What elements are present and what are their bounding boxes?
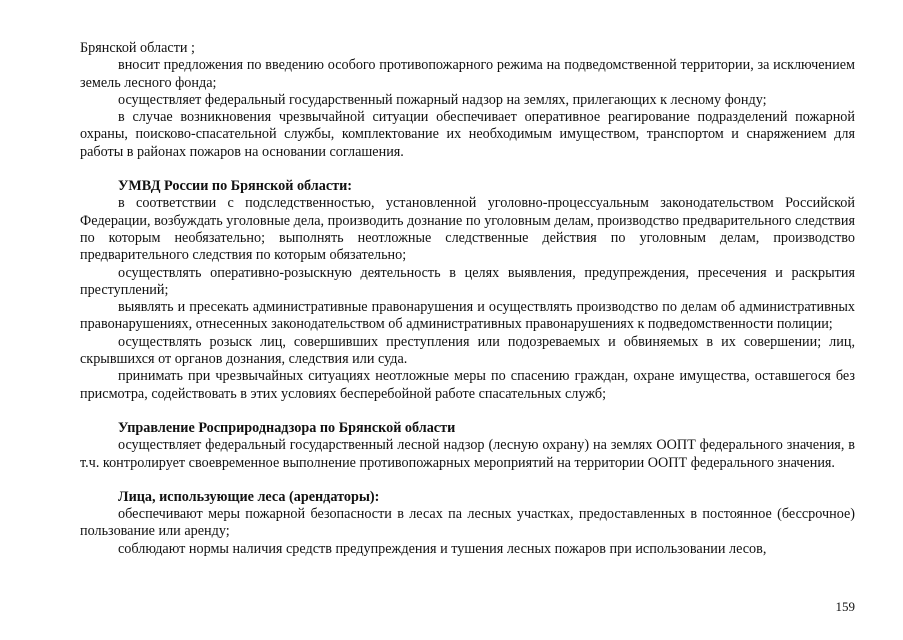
page-number: 159 (835, 599, 855, 614)
paragraph: соблюдают нормы наличия средств предупреждения и тушения лесных пожаров при использовании лесов, (118, 540, 767, 557)
paragraph: осуществляет федеральный государственный лесной надзор (лесную охрану) на землях ООПТ федерального значения, в т.ч. контролирует своевременное выполнение противопожарных мероприятий на территории ООПТ федерального значения. (80, 437, 855, 471)
paragraph: принимать при чрезвычайных ситуациях неотложные меры по спасению граждан, охране имущества, оставшегося без присмотра, содействовать в этих условиях бесперебойной работе спасательных служб; (80, 368, 855, 402)
paragraph: обеспечивают меры пожарной безопасности в лесах па лесных участках, предоставленных в постоянное (бессрочное) пользование или аренду; (80, 506, 855, 540)
section-spacer (80, 403, 855, 420)
paragraph: выявлять и пресекать административные правонарушения и осуществлять производство по делам об административных правонарушениях, отнесенных законодательством об административных правонарушениях к подведомственности полиции; (80, 299, 855, 333)
paragraph: вносит предложения по введению особого противопожарного режима на подведомственной территории, за исключением земель лесного фонда; (80, 57, 855, 91)
section-heading-tenants: Лица, использующие леса (арендаторы): (118, 488, 380, 505)
paragraph: осуществлять оперативно-розыскную деятельность в целях выявления, предупреждения, пресечения и раскрытия преступлений; (80, 264, 855, 298)
paragraph: осуществлять розыск лиц, совершивших преступления или подозреваемых и обвиняемых в их совершении; лиц, скрывшихся от органов дознания, следствия или суда. (80, 333, 855, 368)
paragraph: в соответствии с подследственностью, установленной уголовно-процессуальным законодательством Российской Федерации, возбуждать уголовные дела, производить дознание по уголовным делам, производство предварительного следствия по которым необязательно; выполнять неотложные следственные действия по уголовным делам, производство предварительного следствия по которым обязательно; (80, 195, 855, 264)
section-heading-umvd: УМВД России по Брянской области: (118, 178, 353, 195)
paragraph: в случае возникновения чрезвычайной ситуации обеспечивает оперативное реагирование подразделений пожарной охраны, поисково-спасательной службы, комплектование их необходимым имуществом, транспортом и снаряжением для работы в районах пожаров на основании соглашения. (80, 109, 855, 160)
section-spacer (80, 161, 855, 178)
paragraph: Брянской области ; (80, 40, 195, 56)
section-spacer (80, 472, 855, 489)
document-page (80, 40, 855, 558)
section-heading-rosprirodnadzor: Управление Росприроднадзора по Брянской области (118, 419, 456, 436)
paragraph: осуществляет федеральный государственный пожарный надзор на землях, прилегающих к лесному фонду; (118, 91, 767, 108)
